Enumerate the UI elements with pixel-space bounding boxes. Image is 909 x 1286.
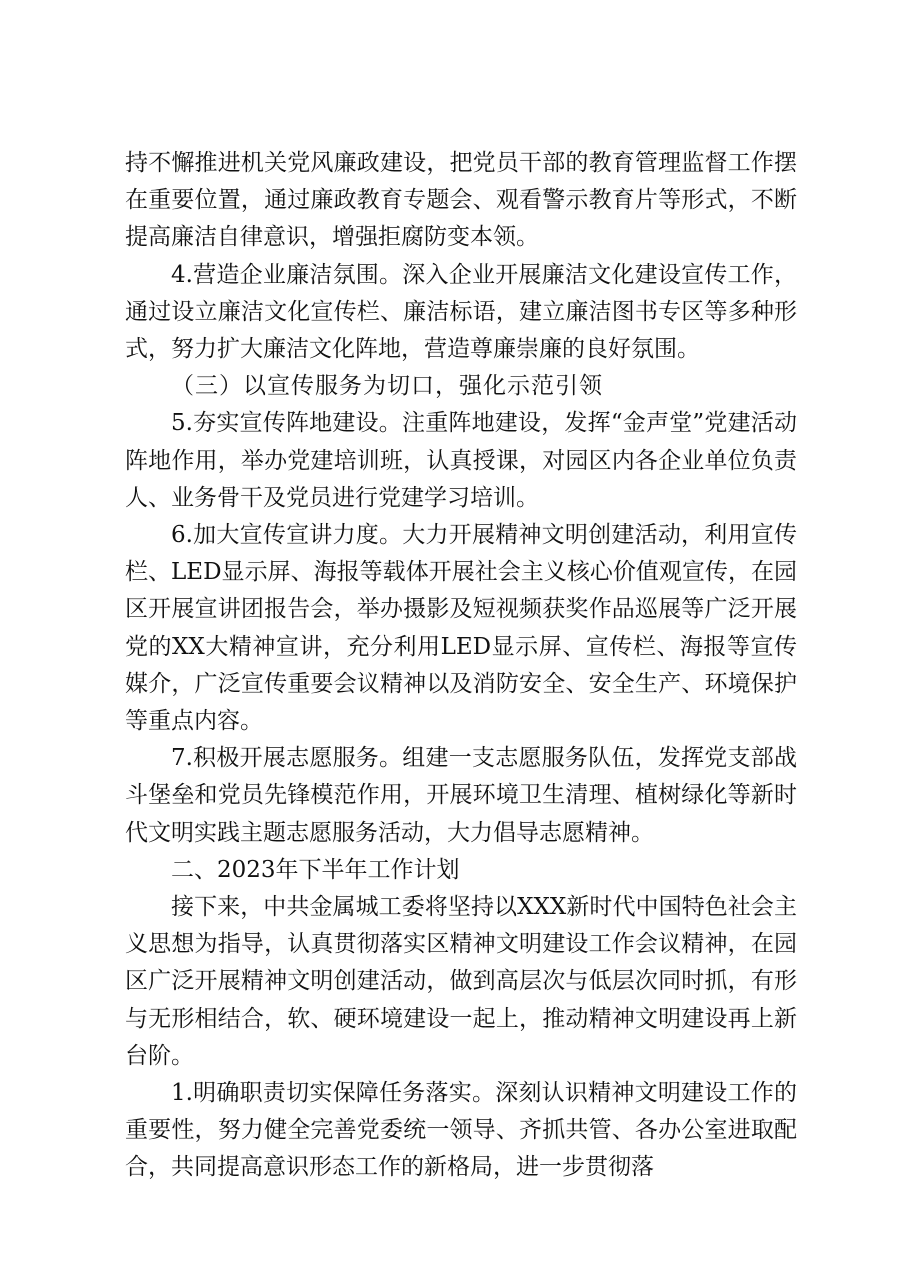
paragraph-item-6: 6.加大宣传宣讲力度。大力开展精神文明创建活动，利用宣传栏、LED显示屏、海报等载体开展社会主义核心价值观宣传，在园区开展宣讲团报告会，举办摄影及短视频获奖作品巡展等广泛开展党的XX大精神宣讲，充分利用LED显示屏、宣传栏、海报等宣传媒介，广泛宣传重要会议精神以及消防安全、安全生产、环境保护等重点内容。 [125,522,797,735]
paragraph-plan-intro: 接下来，中共金属城工委将坚持以XXX新时代中国特色社会主义思想为指导，认真贯彻落实区精神文明建设工作会议精神，在园区广泛开展精神文明创建活动，做到高层次与低层次同时抓，有形与无形相结合，软、硬环境建设一起上，推动精神文明建设再上新台阶。 [125,894,797,1069]
paragraph-continuation: 持不懈推进机关党风廉政建设，把党员干部的教育管理监督工作摆在重要位置，通过廉政教育专题会、观看警示教育片等形式，不断提高廉洁自律意识，增强拒腐防变本领。 [125,150,797,251]
paragraph-plan-item-1: 1.明确职责切实保障任务落实。深刻认识精神文明建设工作的重要性，努力健全完善党委统一领导、齐抓共管、各办公室进取配合，共同提高意识形态工作的新格局，进一步贯彻落 [125,1080,797,1181]
document-body [125,145,797,1187]
section-heading-2: 二、2023年下半年工作计划 [171,856,460,883]
paragraph-item-5: 5.夯实宣传阵地建设。注重阵地建设，发挥“金声堂”党建活动阵地作用，举办党建培训班，认真授课，对园区内各企业单位负责人、业务骨干及党员进行党建学习培训。 [125,410,797,511]
section-heading-3: （三）以宣传服务为切口，强化示范引领 [171,373,603,400]
paragraph-item-4: 4.营造企业廉洁氛围。深入企业开展廉洁文化建设宣传工作，通过设立廉洁文化宣传栏、廉洁标语，建立廉洁图书专区等多种形式，努力扩大廉洁文化阵地，营造尊廉崇廉的良好氛围。 [125,261,797,363]
paragraph-item-7: 7.积极开展志愿服务。组建一支志愿服务队伍，发挥党支部战斗堡垒和党员先锋模范作用，开展环境卫生清理、植树绿化等新时代文明实践主题志愿服务活动，大力倡导志愿精神。 [125,745,797,846]
